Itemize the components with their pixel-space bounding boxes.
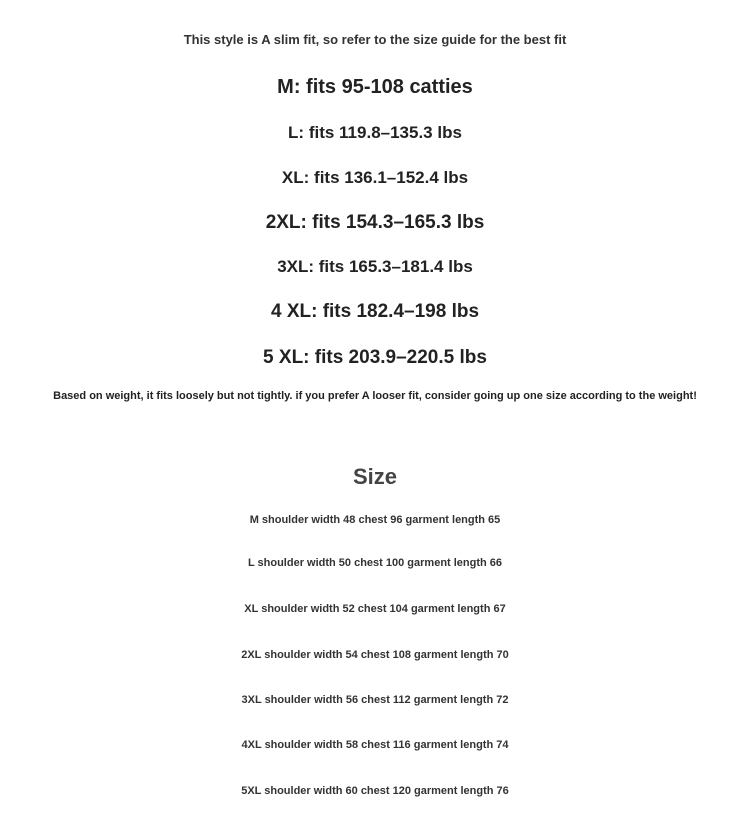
fit-note: Based on weight, it fits loosely but not tightly. if you prefer A looser fit, consider going up one size according to the weight! [53, 390, 697, 402]
intro-text: This style is A slim fit, so refer to the size guide for the best fit [183, 32, 567, 47]
fit-line-2xl: 2XL: fits 154.3–165.3 lbs [265, 212, 485, 233]
fit-line-4xl: 4 XL: fits 182.4–198 lbs [270, 301, 480, 322]
fit-line-m: M: fits 95-108 catties [277, 76, 473, 98]
fit-line-3xl: 3XL: fits 165.3–181.4 lbs [277, 257, 473, 276]
size-heading: Size [352, 464, 398, 489]
fit-line-5xl: 5 XL: fits 203.9–220.5 lbs [263, 347, 487, 368]
size-spec-xl: XL shoulder width 52 chest 104 garment length 67 [244, 603, 506, 615]
size-spec-3xl: 3XL shoulder width 56 chest 112 garment length 72 [241, 694, 509, 706]
size-spec-l: L shoulder width 50 chest 100 garment length 66 [247, 557, 503, 569]
size-spec-2xl: 2XL shoulder width 54 chest 108 garment length 70 [241, 649, 509, 661]
size-spec-m: M shoulder width 48 chest 96 garment length 65 [249, 514, 501, 526]
size-spec-5xl: 5XL shoulder width 60 chest 120 garment length 76 [241, 785, 509, 797]
fit-line-l: L: fits 119.8–135.3 lbs [288, 123, 462, 142]
fit-line-xl: XL: fits 136.1–152.4 lbs [281, 168, 469, 187]
size-spec-4xl: 4XL shoulder width 58 chest 116 garment length 74 [241, 739, 509, 751]
